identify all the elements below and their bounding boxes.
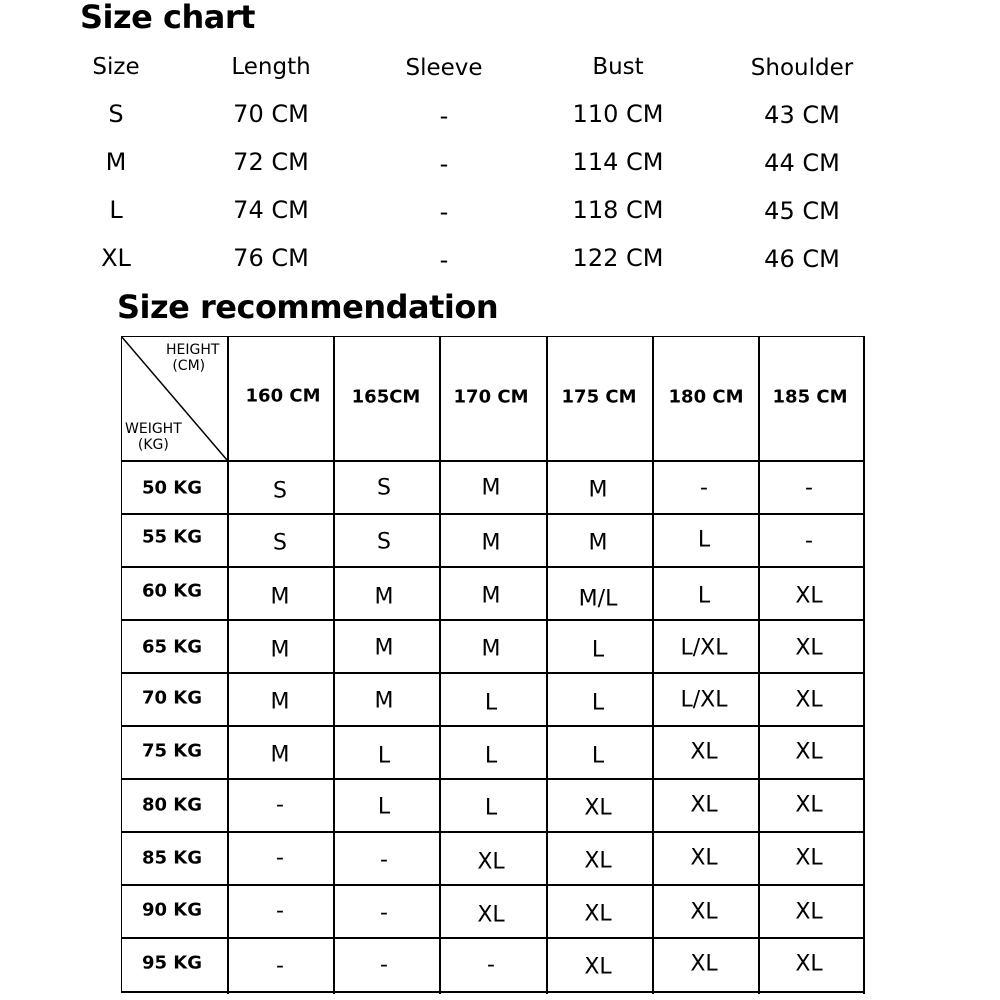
size-cell: M bbox=[481, 636, 501, 662]
weight-header: 60 KG bbox=[141, 580, 203, 602]
size-cell: - bbox=[380, 900, 388, 926]
size-cell: M bbox=[270, 637, 290, 663]
grid-line bbox=[121, 460, 864, 462]
grid-line bbox=[121, 937, 864, 939]
size-chart-cell: 72 CM bbox=[233, 148, 309, 176]
size-cell: XL bbox=[795, 951, 823, 977]
size-cell: M bbox=[374, 635, 394, 661]
size-chart-table bbox=[0, 0, 1000, 290]
size-cell: M bbox=[270, 742, 290, 768]
size-chart-cell: 74 CM bbox=[233, 196, 309, 224]
size-cell: XL bbox=[584, 954, 612, 980]
size-recommendation-table bbox=[121, 336, 864, 992]
grid-line bbox=[758, 336, 760, 994]
size-chart-header-length: Length bbox=[231, 54, 311, 80]
size-cell: L bbox=[697, 527, 711, 553]
size-cell: XL bbox=[795, 899, 823, 925]
size-cell: L bbox=[377, 794, 391, 820]
size-chart-cell: 118 CM bbox=[572, 196, 664, 224]
size-cell: M bbox=[481, 530, 501, 556]
weight-header: 80 KG bbox=[141, 794, 203, 816]
corner-height-text: HEIGHT bbox=[166, 342, 220, 358]
size-cell: L bbox=[591, 690, 605, 716]
size-cell: S bbox=[377, 529, 391, 555]
size-chart-cell: M bbox=[105, 148, 127, 176]
size-cell: M bbox=[588, 477, 608, 503]
size-cell: M bbox=[588, 530, 608, 556]
size-cell: - bbox=[380, 847, 388, 873]
size-cell: - bbox=[805, 475, 813, 501]
size-cell: L bbox=[591, 637, 605, 663]
grid-line bbox=[121, 778, 864, 780]
size-cell: M bbox=[270, 689, 290, 715]
size-chart-cell: - bbox=[439, 198, 449, 226]
size-cell: XL bbox=[690, 951, 718, 977]
height-header: 160 CM bbox=[245, 385, 321, 407]
weight-header: 90 KG bbox=[141, 899, 203, 921]
size-cell: M bbox=[481, 583, 501, 609]
size-chart-cell: 70 CM bbox=[233, 100, 309, 128]
size-chart-cell: 46 CM bbox=[764, 245, 840, 273]
size-recommendation-title: Size recommendation bbox=[117, 288, 499, 326]
size-cell: XL bbox=[795, 635, 823, 661]
grid-line bbox=[333, 336, 335, 994]
size-chart-cell: 122 CM bbox=[572, 244, 664, 272]
size-cell: L bbox=[484, 795, 498, 821]
size-cell: - bbox=[276, 845, 284, 871]
grid-line bbox=[121, 991, 864, 993]
size-chart-cell: XL bbox=[101, 244, 131, 272]
size-cell: S bbox=[377, 475, 391, 501]
weight-header: 75 KG bbox=[141, 740, 203, 762]
size-chart-cell: 76 CM bbox=[233, 244, 309, 272]
size-cell: XL bbox=[477, 849, 505, 875]
size-cell: - bbox=[487, 952, 495, 978]
weight-header: 50 KG bbox=[141, 477, 203, 499]
grid-line bbox=[121, 725, 864, 727]
grid-line bbox=[121, 619, 864, 621]
grid-line bbox=[863, 336, 865, 994]
size-cell: M bbox=[374, 584, 394, 610]
size-chart-cell: - bbox=[439, 246, 449, 274]
height-header: 170 CM bbox=[453, 386, 529, 408]
grid-line bbox=[121, 513, 864, 515]
height-header: 180 CM bbox=[668, 386, 744, 408]
size-cell: L bbox=[377, 743, 391, 769]
size-cell: L bbox=[697, 583, 711, 609]
size-cell: - bbox=[700, 475, 708, 501]
size-cell: L bbox=[484, 690, 498, 716]
size-cell: L bbox=[591, 743, 605, 769]
corner-height-unit: (CM) bbox=[172, 358, 206, 374]
size-cell: - bbox=[276, 898, 284, 924]
size-cell: - bbox=[276, 953, 284, 979]
size-cell: - bbox=[380, 952, 388, 978]
size-cell: XL bbox=[584, 901, 612, 927]
weight-header: 65 KG bbox=[141, 636, 203, 658]
size-chart-cell: 44 CM bbox=[764, 149, 840, 177]
corner-weight-unit: (KG) bbox=[137, 437, 169, 453]
grid-line bbox=[121, 831, 864, 833]
size-cell: S bbox=[273, 478, 287, 504]
height-header: 175 CM bbox=[561, 386, 637, 408]
corner-weight-text: WEIGHT bbox=[125, 421, 182, 437]
size-chart-cell: S bbox=[108, 100, 124, 128]
size-cell: XL bbox=[795, 739, 823, 765]
weight-header: 95 KG bbox=[141, 952, 203, 974]
size-cell: S bbox=[273, 530, 287, 556]
size-cell: M bbox=[270, 584, 290, 610]
size-cell: XL bbox=[690, 792, 718, 818]
height-header: 185 CM bbox=[772, 386, 848, 408]
size-cell: XL bbox=[690, 845, 718, 871]
size-cell: XL bbox=[690, 739, 718, 765]
grid-line bbox=[121, 672, 864, 674]
size-cell: - bbox=[276, 792, 284, 818]
size-cell: - bbox=[805, 528, 813, 554]
size-cell: M bbox=[481, 475, 501, 501]
grid-line bbox=[121, 566, 864, 568]
height-header: 165CM bbox=[351, 386, 421, 408]
size-chart-header-bust: Bust bbox=[592, 54, 644, 80]
size-cell: XL bbox=[795, 583, 823, 609]
size-cell: XL bbox=[795, 792, 823, 818]
size-chart-cell: L bbox=[109, 196, 123, 224]
grid-line bbox=[652, 336, 654, 994]
size-chart-cell: 110 CM bbox=[572, 100, 664, 128]
size-chart-header-size: Size bbox=[92, 54, 140, 80]
size-chart-title: Size chart bbox=[80, 0, 255, 36]
size-cell: L/XL bbox=[680, 687, 728, 713]
weight-header: 85 KG bbox=[141, 847, 203, 869]
grid-line bbox=[439, 336, 441, 994]
size-chart-cell: 43 CM bbox=[764, 101, 840, 129]
size-cell: M/L bbox=[578, 586, 618, 612]
weight-header: 55 KG bbox=[141, 526, 203, 548]
grid-line bbox=[546, 336, 548, 994]
size-cell: XL bbox=[690, 899, 718, 925]
size-chart-header-shoulder: Shoulder bbox=[750, 55, 854, 81]
size-chart-cell: 114 CM bbox=[572, 148, 664, 176]
corner-weight-label bbox=[125, 421, 182, 453]
corner-height-label bbox=[166, 342, 219, 374]
size-cell: XL bbox=[584, 795, 612, 821]
grid-line bbox=[121, 884, 864, 886]
weight-header: 70 KG bbox=[141, 687, 203, 709]
size-cell: XL bbox=[477, 902, 505, 928]
size-cell: L bbox=[484, 743, 498, 769]
size-chart-header-sleeve: Sleeve bbox=[405, 55, 483, 81]
size-cell: XL bbox=[795, 845, 823, 871]
size-cell: XL bbox=[795, 687, 823, 713]
size-cell: XL bbox=[584, 848, 612, 874]
size-chart-cell: 45 CM bbox=[764, 197, 840, 225]
size-chart-cell: - bbox=[439, 102, 449, 130]
size-cell: L/XL bbox=[680, 635, 728, 661]
size-cell: M bbox=[374, 688, 394, 714]
size-chart-cell: - bbox=[439, 150, 449, 178]
